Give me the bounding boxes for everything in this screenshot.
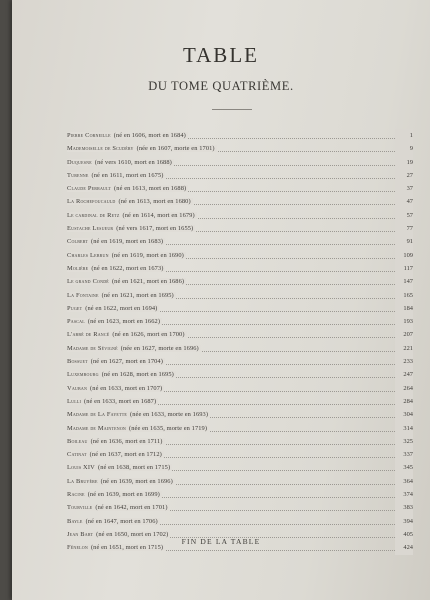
toc-entry: [67, 169, 413, 182]
entry-page-number: 1: [395, 129, 413, 142]
entry-dates: (né en 1636, mort en 1711): [90, 437, 163, 445]
entry-name: Lulli: [67, 397, 82, 405]
entry-page-number: 345: [395, 461, 413, 474]
toc-entry: [67, 289, 413, 302]
entry-name: Tourville: [67, 504, 93, 512]
entry-name: Claude Perrault: [67, 185, 112, 193]
entry-page-number: 91: [395, 235, 413, 248]
entry-dates: (né en 1606, mort en 1684): [113, 132, 186, 139]
entry-name: Pierre Corneille: [67, 132, 111, 139]
entry-page-number: 207: [395, 328, 413, 341]
entry-name: Turenne: [67, 171, 89, 179]
entry-dates: (né en 1622, mort en 1673): [91, 264, 164, 272]
entry-name: Bayle: [67, 517, 83, 525]
toc-entry: [67, 342, 413, 355]
entry-page-number: 264: [395, 382, 413, 395]
entry-dates: (né en 1613, mort en 1680): [118, 198, 191, 206]
entry-page-number: 117: [395, 262, 413, 275]
entry-name: Boileau: [67, 437, 88, 445]
entry-name: Fénelon: [67, 544, 88, 552]
entry-name: Eustache Lesueur: [67, 225, 114, 233]
entry-name: Madame de Sévigné: [67, 344, 118, 352]
entry-page-number: 19: [395, 156, 413, 169]
entry-page-number: 47: [395, 195, 413, 208]
entry-page-number: 57: [395, 209, 413, 222]
toc-entry: [67, 435, 413, 448]
page-title: TABLE: [183, 43, 259, 67]
toc-entry: [67, 129, 413, 142]
entry-name: Duquesne: [67, 158, 92, 166]
entry-dates: (né en 1611, mort en 1675): [91, 171, 164, 179]
toc-entry: [67, 328, 413, 341]
toc-entry: [67, 142, 413, 155]
entry-dates: (né en 1639, mort en 1699): [87, 491, 160, 499]
entry-dates: (né en 1621, mort en 1695): [101, 291, 174, 299]
entry-page-number: 374: [395, 488, 413, 501]
entry-page-number: 247: [395, 368, 413, 381]
entry-dates: (né vers 1617, mort en 1655): [116, 225, 194, 233]
book-page: [12, 0, 430, 600]
entry-name: La Bruyère: [67, 477, 98, 485]
entry-dates: (né en 1622, mort en 1694): [85, 304, 158, 312]
entry-name: Madame de La Fayette: [67, 411, 128, 419]
entry-name: Catinat: [67, 451, 87, 459]
entry-name: Charles Lebrun: [67, 251, 109, 259]
entry-page-number: 337: [395, 448, 413, 461]
entry-page-number: 221: [395, 342, 413, 355]
entry-page-number: 304: [395, 408, 413, 421]
toc-entry: [67, 395, 413, 408]
entry-page-number: 325: [395, 435, 413, 448]
entry-name: La Fontaine: [67, 291, 99, 299]
entry-dates: (né en 1639, mort en 1696): [100, 477, 173, 485]
entry-dates: (né en 1633, mort en 1707): [90, 384, 163, 392]
entry-dates: (né en 1633, mort en 1687): [84, 397, 157, 405]
entry-name: Vauban: [67, 384, 88, 392]
entry-name: L'abbé de Rancé: [67, 331, 110, 339]
entry-dates: (né en 1623, mort en 1662): [87, 318, 161, 326]
toc-entry: [67, 408, 413, 421]
entry-name: Racine: [67, 491, 85, 499]
toc-entry: [67, 182, 413, 195]
toc-entry: [67, 475, 413, 488]
toc-entry: [67, 461, 413, 474]
title-divider: [212, 109, 252, 110]
entry-page-number: 364: [395, 475, 413, 488]
entry-name: Louis XIV: [67, 464, 95, 472]
entry-name: Puget: [67, 304, 83, 312]
entry-dates: (née en 1607, morte en 1701): [136, 145, 215, 153]
entry-dates: (né en 1619, mort en 1690): [111, 251, 184, 259]
entry-name: Le cardinal de Retz: [67, 211, 120, 219]
toc-entry: [67, 448, 413, 461]
entry-dates: (né en 1626, mort en 1700): [112, 331, 185, 339]
entry-page-number: 147: [395, 275, 413, 288]
entry-dates: (né en 1650, mort en 1702): [96, 530, 169, 538]
toc-entry: [67, 195, 413, 208]
entry-dates: (née en 1635, morte en 1719): [129, 424, 208, 432]
entry-page-number: 405: [395, 528, 413, 541]
entry-dates: (né en 1638, mort en 1715): [98, 464, 171, 472]
entry-page-number: 394: [395, 515, 413, 528]
toc-entry: [67, 368, 413, 381]
entry-page-number: 424: [395, 541, 413, 554]
toc-entry: [67, 382, 413, 395]
toc-entry: [67, 262, 413, 275]
toc-entry: [67, 156, 413, 169]
toc-entry: [67, 209, 413, 222]
toc-entry: [67, 315, 413, 328]
toc-entry: [67, 488, 413, 501]
toc-entry: [67, 501, 413, 514]
entry-name: Jean Bart: [67, 530, 94, 538]
entry-name: Molière: [67, 264, 89, 272]
toc-entry: [67, 249, 413, 262]
entry-dates: (né en 1642, mort en 1701): [95, 504, 168, 512]
entry-dates: (né en 1621, mort en 1686): [111, 278, 185, 286]
entry-page-number: 165: [395, 289, 413, 302]
entry-dates: (né en 1628, mort en 1695): [101, 371, 174, 379]
entry-page-number: 314: [395, 422, 413, 435]
entry-name: Pascal: [67, 318, 85, 326]
toc-entry: [67, 515, 413, 528]
entry-dates: (née en 1627, morte en 1696): [120, 344, 199, 352]
entry-page-number: 383: [395, 501, 413, 514]
entry-page-number: 77: [395, 222, 413, 235]
toc-entry: [67, 235, 413, 248]
entry-page-number: 184: [395, 302, 413, 315]
entry-name: Bossuet: [67, 358, 88, 366]
entry-page-number: 109: [395, 249, 413, 262]
entry-page-number: 37: [395, 182, 413, 195]
entry-dates: (née en 1633, morte en 1693): [130, 411, 209, 419]
entry-page-number: 193: [395, 315, 413, 328]
entry-dates: (né en 1613, mort en 1688): [114, 185, 187, 193]
entry-page-number: 233: [395, 355, 413, 368]
entry-name: Madame de Maintenon: [67, 424, 127, 432]
entry-name: La Rochefoucauld: [67, 198, 116, 206]
entry-page-number: 9: [395, 142, 413, 155]
toc-entry: [67, 422, 413, 435]
entry-dates: (né vers 1610, mort en 1688): [94, 158, 172, 166]
entry-page-number: 27: [395, 169, 413, 182]
toc-entry: [67, 222, 413, 235]
entry-dates: (né en 1651, mort en 1715): [90, 544, 164, 552]
end-of-table-text: FIN DE LA TABLE: [181, 537, 261, 546]
entry-name: Mademoiselle de Scudéry: [67, 145, 134, 153]
page-subtitle: DU TOME QUATRIÈME.: [148, 79, 294, 93]
entry-name: Le grand Condé: [67, 278, 109, 286]
entry-name: Colbert: [67, 238, 88, 246]
entry-dates: (né en 1637, mort en 1712): [89, 451, 162, 459]
toc-entry: [67, 302, 413, 315]
entry-dates: (né en 1619, mort en 1683): [90, 238, 164, 246]
toc-entry: [67, 275, 413, 288]
entry-dates: (né en 1647, mort en 1706): [85, 517, 158, 525]
entry-page-number: 284: [395, 395, 413, 408]
entry-name: Luxembourg: [67, 371, 99, 379]
table-of-contents: [67, 129, 413, 555]
toc-entry: [67, 355, 413, 368]
entry-dates: (né en 1627, mort en 1704): [90, 358, 163, 366]
entry-dates: (né en 1614, mort en 1679): [122, 211, 195, 219]
